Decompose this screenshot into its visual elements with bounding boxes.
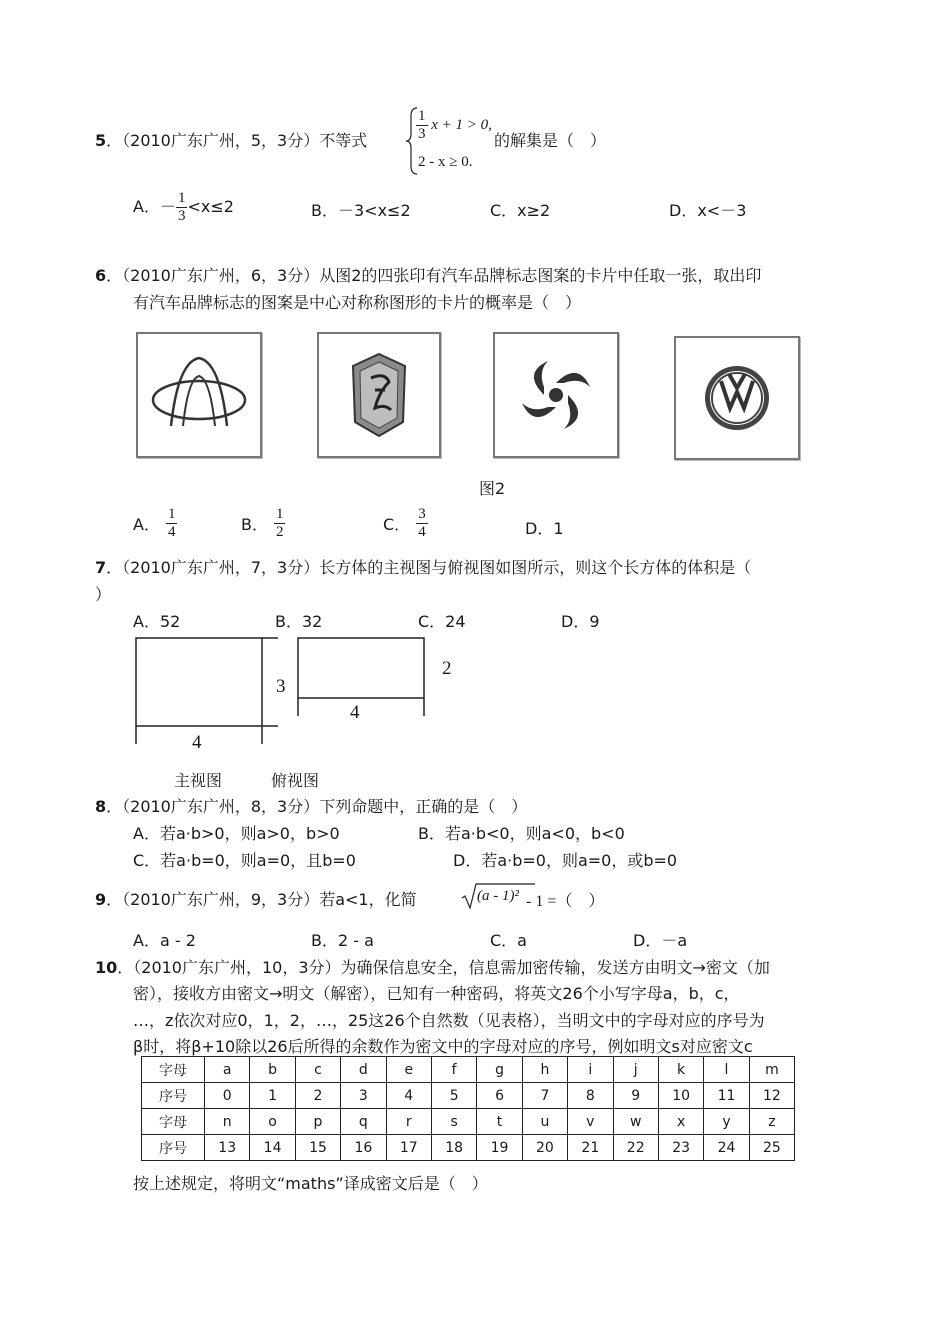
- hongqi-logo-icon: [319, 334, 439, 456]
- table-cell: y: [704, 1109, 749, 1135]
- question-number: 9: [95, 890, 107, 909]
- table-cell: a: [205, 1057, 250, 1083]
- table-cell: 19: [477, 1135, 522, 1161]
- table-cell: z: [749, 1109, 794, 1135]
- question-stem-line-2: ）: [95, 585, 112, 604]
- swirl-logo-icon: [495, 334, 617, 456]
- question-number: 7: [95, 558, 107, 577]
- table-cell: 21: [568, 1135, 613, 1161]
- table-cell: 17: [386, 1135, 431, 1161]
- option-d: D．－a: [633, 931, 688, 950]
- table-cell: 1: [250, 1083, 295, 1109]
- front-width-label: 4: [192, 732, 202, 753]
- table-row: [142, 1057, 795, 1083]
- question-stem-line-2: 密），接收方由密文→明文（解密），已知有一种密码，将英文26个小写字母a，b，c，: [133, 984, 740, 1003]
- option-a: A．若a·b>0，则a>0，b>0: [133, 824, 340, 843]
- table-cell: r: [386, 1109, 431, 1135]
- question-5: [95, 128, 367, 151]
- option-a: A．a - 2: [133, 931, 196, 950]
- table-cell: 18: [431, 1135, 476, 1161]
- question-stem: ．（2010广东广州，5，3分）不等式: [106, 131, 368, 150]
- table-cell: 24: [704, 1135, 749, 1161]
- question-after: - 1 =（ ）: [526, 893, 605, 910]
- table-cell: 13: [205, 1135, 250, 1161]
- option-d: D．x<－3: [669, 201, 747, 220]
- question-stem-line-1: ．（2010广东广州，7，3分）长方体的主视图与俯视图如图所示，则这个长方体的体积是（: [106, 558, 752, 577]
- table-cell: e: [386, 1057, 431, 1083]
- top-view-caption: 俯视图: [271, 771, 320, 790]
- chery-logo-icon: [138, 334, 260, 456]
- question-footer: 按上述规定，将明文“maths”译成密文后是（ ）: [133, 1174, 488, 1193]
- table-cell: c: [295, 1057, 340, 1083]
- cipher-table: [141, 1056, 795, 1161]
- question-number: 5: [95, 131, 107, 150]
- question-stem: ．（2010广东广州，9，3分）若a<1，化简: [106, 890, 417, 909]
- table-cell: h: [522, 1057, 567, 1083]
- table-cell: v: [568, 1109, 613, 1135]
- logo-card-1: [136, 332, 262, 458]
- option-b: B． $\frac{1}{2}$: [241, 506, 284, 540]
- table-cell: k: [658, 1057, 703, 1083]
- table-cell: g: [477, 1057, 522, 1083]
- top-view-diagram: [292, 632, 437, 722]
- question-stem-line-4: β时，将β+10除以26后所得的余数作为密文中的字母对应的序号，例如明文s对应密文c: [133, 1037, 753, 1056]
- option-d: D．1: [525, 519, 564, 538]
- table-cell: 12: [749, 1083, 794, 1109]
- table-cell: 11: [704, 1083, 749, 1109]
- question-stem-line-3: …，z依次对应0，1，2，…，25这26个自然数（见表格），当明文中的字母对应的序号为: [133, 1011, 765, 1030]
- table-cell: q: [341, 1109, 386, 1135]
- option-b: B．32: [275, 612, 323, 631]
- table-cell: p: [295, 1109, 340, 1135]
- front-view-diagram: [130, 632, 290, 750]
- table-cell: o: [250, 1109, 295, 1135]
- logo-card-4: [674, 336, 800, 460]
- system-line-1: $\frac{1}{3}$ x + 1 > 0,: [418, 108, 492, 142]
- table-row: [142, 1083, 795, 1109]
- table-cell: 10: [658, 1083, 703, 1109]
- row-label: 序号: [142, 1083, 205, 1109]
- option-b: B．若a·b<0，则a<0，b<0: [418, 824, 625, 843]
- top-height-label: 2: [442, 658, 452, 679]
- option-a: A．－ $\frac{1}{3}$ <x≤2: [133, 190, 234, 224]
- front-height-label: 3: [276, 676, 286, 697]
- table-cell: u: [522, 1109, 567, 1135]
- table-cell: 20: [522, 1135, 567, 1161]
- table-cell: 9: [613, 1083, 658, 1109]
- volkswagen-logo-icon: [676, 338, 798, 458]
- question-number: 6: [95, 266, 107, 285]
- table-cell: s: [431, 1109, 476, 1135]
- table-cell: w: [613, 1109, 658, 1135]
- table-row: [142, 1135, 795, 1161]
- option-b: B．2 - a: [311, 931, 374, 950]
- table-cell: 2: [295, 1083, 340, 1109]
- question-6: [95, 263, 761, 286]
- question-7: [95, 555, 751, 578]
- system-line-2: 2 - x ≥ 0.: [418, 154, 473, 170]
- table-cell: i: [568, 1057, 613, 1083]
- option-c: C．24: [418, 612, 466, 631]
- table-row: [142, 1109, 795, 1135]
- table-cell: x: [658, 1109, 703, 1135]
- question-stem-line-1: ．（2010广东广州，6，3分）从图2的四张印有汽车品牌标志图案的卡片中任取一张，取出印: [106, 266, 762, 285]
- option-a: A．52: [133, 612, 181, 631]
- table-cell: 4: [386, 1083, 431, 1109]
- option-b: B．－3<x≤2: [311, 201, 411, 220]
- figure-caption: 图2: [479, 479, 506, 498]
- option-c: C． $\frac{3}{4}$: [383, 506, 426, 540]
- table-cell: 8: [568, 1083, 613, 1109]
- table-cell: 25: [749, 1135, 794, 1161]
- question-stem: ．（2010广东广州，8，3分）下列命题中，正确的是（ ）: [106, 797, 528, 816]
- option-c: C．x≥2: [490, 201, 551, 220]
- table-cell: t: [477, 1109, 522, 1135]
- row-label: 字母: [142, 1057, 205, 1083]
- question-8: [95, 794, 527, 817]
- option-c: C．a: [490, 931, 527, 950]
- table-cell: j: [613, 1057, 658, 1083]
- table-cell: l: [704, 1057, 749, 1083]
- table-cell: 15: [295, 1135, 340, 1161]
- table-cell: 6: [477, 1083, 522, 1109]
- question-stem-line-2: 有汽车品牌标志的图案是中心对称称图形的卡片的概率是（ ）: [133, 293, 582, 312]
- option-d: D．若a·b=0，则a=0，或b=0: [453, 851, 678, 870]
- question-10: [95, 955, 770, 978]
- table-cell: n: [205, 1109, 250, 1135]
- table-cell: 3: [341, 1083, 386, 1109]
- top-width-label: 4: [350, 702, 360, 723]
- table-cell: b: [250, 1057, 295, 1083]
- logo-card-3: [493, 332, 619, 458]
- table-cell: 5: [431, 1083, 476, 1109]
- question-tail: 的解集是（ ）: [494, 131, 607, 150]
- table-cell: 0: [205, 1083, 250, 1109]
- logo-card-2: [317, 332, 441, 458]
- row-label: 字母: [142, 1109, 205, 1135]
- table-cell: 7: [522, 1083, 567, 1109]
- option-d: D．9: [561, 612, 600, 631]
- question-number: 8: [95, 797, 107, 816]
- row-label: 序号: [142, 1135, 205, 1161]
- table-cell: 23: [658, 1135, 703, 1161]
- question-stem-line-1: ．（2010广东广州，10，3分）为确保信息安全，信息需加密传输，发送方由明文→密文（加: [117, 958, 770, 977]
- option-c: C．若a·b=0，则a=0，且b=0: [133, 851, 356, 870]
- question-9: [95, 887, 417, 910]
- table-cell: d: [341, 1057, 386, 1083]
- table-cell: f: [431, 1057, 476, 1083]
- table-cell: 14: [250, 1135, 295, 1161]
- front-view-caption: 主视图: [174, 771, 223, 790]
- table-cell: 16: [341, 1135, 386, 1161]
- option-a: A． $\frac{1}{4}$: [133, 506, 176, 540]
- question-number: 10: [95, 958, 118, 977]
- table-cell: m: [749, 1057, 794, 1083]
- radicand: (a - 1)²: [477, 888, 519, 904]
- table-cell: 22: [613, 1135, 658, 1161]
